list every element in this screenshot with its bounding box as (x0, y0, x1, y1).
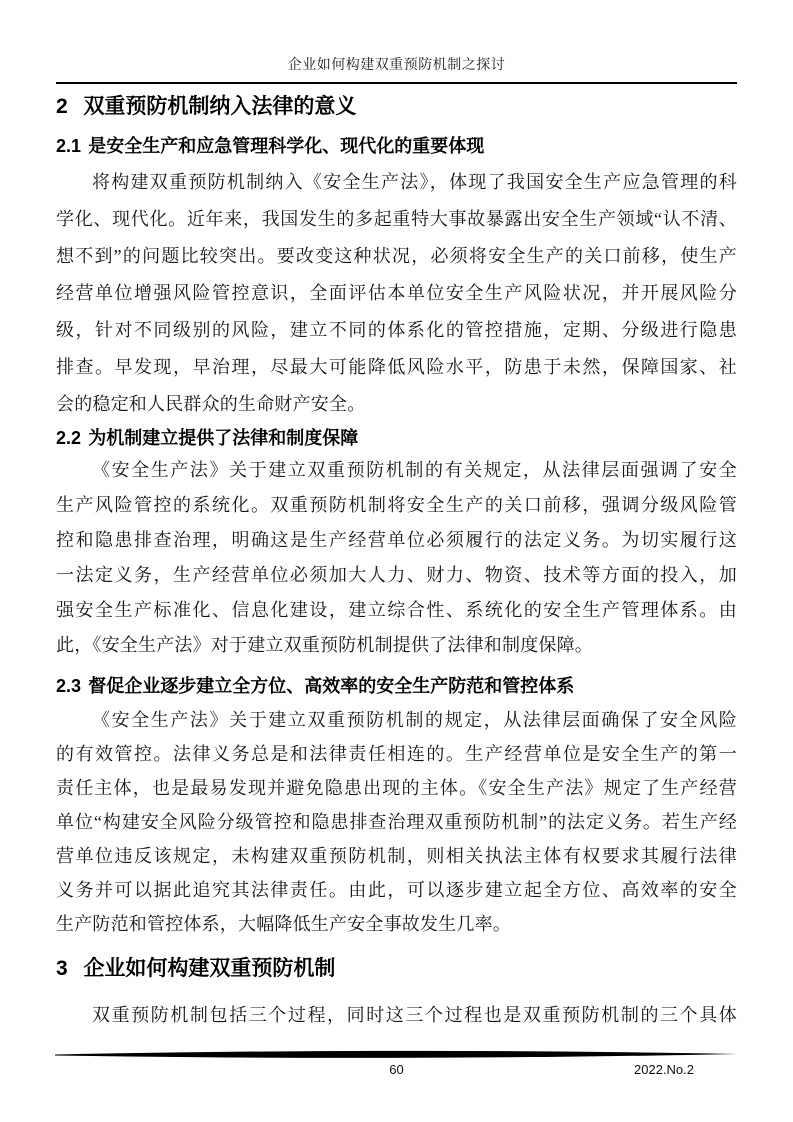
subsection-title: 督促企业逐步建立全方位、高效率的安全生产防范和管控体系 (88, 676, 575, 696)
subsection-heading-2-1 (56, 133, 737, 159)
text-line: 责任主体，也是最易发现并避免隐患出现的主体。《安全生产法》规定了生产经营 (56, 778, 737, 798)
text-line: 排查。早发现，早治理，尽最大可能降低风险水平，防患于未然，保障国家、社 (56, 357, 737, 377)
text-line: 生产风险管控的系统化。双重预防机制将安全生产的关口前移，强调分级风险管 (56, 495, 737, 515)
text-line: 强安全生产标准化、信息化建设，建立综合性、系统化的安全生产管理体系。由 (56, 600, 737, 620)
paragraph-2-3 (56, 703, 737, 941)
text-line: 将构建双重预防机制纳入《安全生产法》，体现了我国安全生产应急管理的科 (92, 172, 737, 192)
subsection-number: 2.1 (56, 136, 82, 156)
text-line: 营单位违反该规定，未构建双重预防机制，则相关执法主体有权要求其履行法律 (56, 846, 737, 866)
page-content (0, 57, 793, 1033)
section-number: 2 (56, 95, 68, 118)
subsection-number: 2.2 (56, 428, 82, 448)
subsection-title: 为机制建立提供了法律和制度保障 (88, 428, 359, 448)
text-line: 单位“构建安全风险分级管控和隐患排查治理双重预防机制”的法定义务。若生产经 (56, 812, 737, 832)
text-line: 此，《安全生产法》对于建立双重预防机制提供了法律和制度保障。 (56, 635, 593, 655)
text-line: 的有效管控。法律义务总是和法律责任相连的。生产经营单位是安全生产的第一 (56, 744, 737, 764)
section-number: 3 (56, 957, 68, 980)
text-line: 义务并可以据此追究其法律责任。由此，可以逐步建立起全方位、高效率的安全 (56, 880, 737, 900)
section-heading-3 (56, 955, 737, 983)
text-line: 想不到”的问题比较突出。要改变这种状况，必须将安全生产的关口前移，使生产 (56, 246, 737, 266)
subsection-title: 是安全生产和应急管理科学化、现代化的重要体现 (88, 136, 485, 156)
footer-rule (55, 1050, 738, 1060)
text-line: 学化、现代化。近年来，我国发生的多起重特大事故暴露出安全生产领域“认不清、 (56, 209, 737, 229)
text-line: 一法定义务，生产经营单位必须加大人力、财力、物资、技术等方面的投入，加 (56, 565, 737, 585)
text-line: 控和隐患排查治理，明确这是生产经营单位必须履行的法定义务。为切实履行这 (56, 530, 737, 550)
paragraph-2-1 (56, 164, 737, 423)
text-line: 《安全生产法》关于建立双重预防机制的有关规定，从法律层面强调了安全 (92, 460, 737, 480)
page-footer (55, 1050, 738, 1079)
text-line: 级，针对不同级别的风险，建立不同的体系化的管控措施，定期、分级进行隐患 (56, 320, 737, 340)
subsection-heading-2-3 (56, 673, 737, 699)
paragraph-3-intro (56, 997, 737, 1033)
footer-row (55, 1061, 738, 1079)
text-line: 双重预防机制包括三个过程，同时这三个过程也是双重预防机制的三个具体 (92, 1005, 737, 1025)
running-header-title: 企业如何构建双重预防机制之探讨 (287, 58, 506, 73)
section-title: 企业如何构建双重预防机制 (83, 957, 336, 980)
text-line: 会的稳定和人民群众的生命财产安全。 (56, 394, 366, 414)
text-line: 经营单位增强风险管控意识，全面评估本单位安全生产风险状况，并开展风险分 (56, 283, 737, 303)
text-line: 生产防范和管控体系，大幅降低生产安全事故发生几率。 (56, 914, 511, 934)
paragraph-2-2 (56, 453, 737, 663)
subsection-number: 2.3 (56, 676, 82, 696)
section-title: 双重预防机制纳入法律的意义 (83, 95, 357, 118)
page-number: 60 (389, 1062, 404, 1077)
subsection-heading-2-2 (56, 425, 737, 451)
section-heading-2 (56, 93, 737, 121)
issue-number: 2022.No.2 (634, 1062, 694, 1077)
header-rule (56, 82, 737, 84)
text-line: 《安全生产法》关于建立双重预防机制的规定，从法律层面确保了安全风险 (92, 710, 737, 730)
